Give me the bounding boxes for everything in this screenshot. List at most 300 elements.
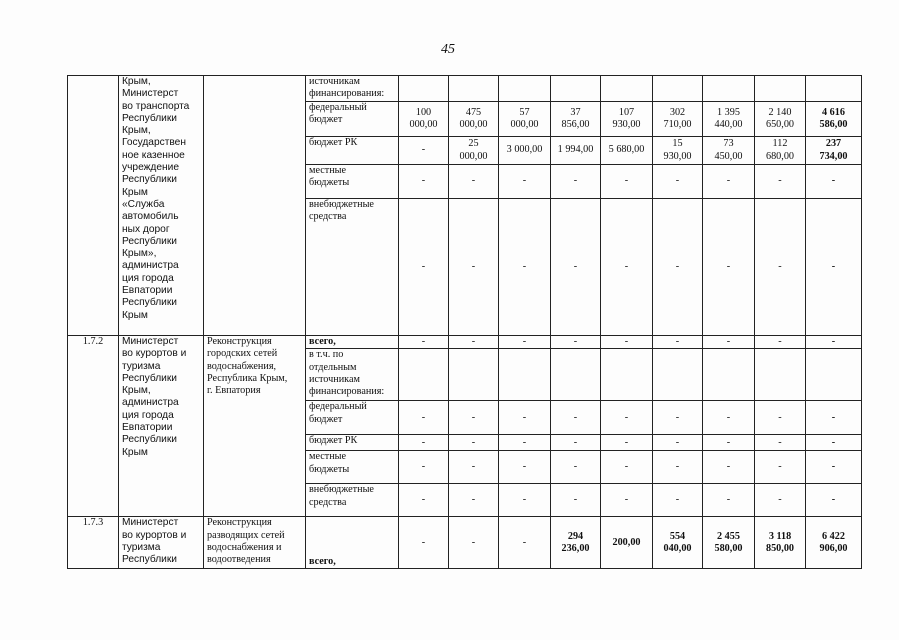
value-cell — [703, 517, 755, 569]
text-line: ция города — [122, 272, 174, 284]
value-cell — [449, 435, 499, 451]
value-cell — [399, 517, 449, 569]
value-cell — [399, 199, 449, 336]
value-cell — [755, 199, 806, 336]
text-line: федеральный — [309, 401, 367, 413]
value-text: 1 994,00 — [557, 144, 594, 156]
value-text: 930,00 — [663, 150, 692, 162]
text-line: источникам — [309, 373, 360, 385]
value-text: 450,00 — [714, 150, 743, 162]
value-text: - — [624, 336, 629, 347]
text-line: местные — [309, 451, 347, 463]
text-line: источникам — [309, 76, 360, 87]
value-cell — [449, 401, 499, 435]
value-text: - — [624, 461, 629, 473]
value-cell — [755, 137, 806, 165]
value-text: - — [624, 411, 629, 423]
value-cell — [399, 435, 449, 451]
value-cell — [806, 199, 862, 336]
value-text: - — [726, 260, 731, 272]
value-text: - — [624, 260, 629, 272]
funding-source-cell — [306, 435, 399, 451]
value-cell — [499, 349, 551, 401]
value-text: - — [831, 494, 836, 506]
text-line: бюджет РК — [309, 137, 358, 148]
value-cell — [806, 517, 862, 569]
value-text: - — [778, 411, 782, 423]
text-line: Крым, — [122, 76, 151, 87]
text-line: Республики — [122, 174, 177, 186]
text-line: Республики — [122, 297, 177, 309]
value-text: 15 — [672, 138, 683, 150]
value-text: - — [726, 436, 731, 448]
value-cell — [399, 137, 449, 165]
text-line: Реконструкция — [207, 517, 272, 529]
value-text: - — [675, 336, 680, 347]
value-text: 906,00 — [819, 542, 848, 554]
value-text: - — [778, 175, 782, 187]
text-line: Государствен — [122, 137, 186, 149]
value-text: - — [573, 461, 578, 473]
text-line: местные — [309, 165, 347, 176]
value-text: - — [778, 436, 782, 448]
table-row — [68, 76, 862, 102]
value-cell — [806, 484, 862, 517]
text-line: Евпатории — [122, 422, 173, 434]
funding-source-cell — [306, 349, 399, 401]
value-cell — [653, 199, 703, 336]
value-cell — [499, 199, 551, 336]
value-text: - — [522, 536, 527, 548]
value-cell — [755, 349, 806, 401]
value-cell — [399, 451, 449, 484]
value-cell — [499, 401, 551, 435]
table-row — [68, 517, 862, 569]
value-cell — [755, 484, 806, 517]
value-text: - — [726, 461, 731, 473]
text-line: внебюджетные — [309, 484, 374, 496]
value-cell — [653, 349, 703, 401]
text-line: ное казенное — [122, 149, 185, 161]
value-text: - — [573, 175, 578, 187]
value-text: - — [522, 260, 527, 272]
value-text: - — [573, 411, 578, 423]
text-line: отдельным — [309, 361, 357, 373]
funding-source-cell — [306, 451, 399, 484]
funding-source-cell — [306, 336, 399, 349]
value-cell — [703, 435, 755, 451]
value-text: 710,00 — [663, 119, 692, 130]
value-cell — [806, 451, 862, 484]
value-text: 554 — [669, 530, 686, 542]
value-cell — [806, 349, 862, 401]
value-cell — [755, 451, 806, 484]
value-cell — [601, 165, 653, 199]
value-text: - — [675, 260, 680, 272]
text-line: Республики — [122, 235, 177, 247]
value-cell — [601, 102, 653, 137]
value-text: - — [675, 175, 680, 187]
value-text: 680,00 — [765, 150, 794, 162]
text-line: внебюджетные — [309, 199, 374, 210]
value-text: 000,00 — [409, 119, 438, 130]
value-text: - — [471, 461, 476, 473]
value-text: - — [831, 461, 836, 473]
value-cell — [653, 401, 703, 435]
value-cell — [399, 401, 449, 435]
value-cell — [551, 137, 601, 165]
value-text: - — [831, 411, 836, 423]
value-cell — [499, 165, 551, 199]
executor-cell — [119, 336, 204, 517]
funding-source-cell — [306, 137, 399, 165]
text-line: Реконструкция — [207, 336, 272, 347]
text-line: Крым — [122, 186, 148, 198]
value-text: - — [778, 336, 782, 347]
value-cell — [755, 517, 806, 569]
text-line: учреждение — [122, 162, 180, 174]
item-number-cell: 1.7.3 — [68, 517, 119, 569]
value-text: - — [471, 411, 476, 423]
value-cell — [601, 76, 653, 102]
value-text: 236,00 — [561, 542, 590, 554]
value-cell — [703, 137, 755, 165]
value-text: 3 118 — [768, 530, 792, 542]
value-cell — [755, 336, 806, 349]
text-line: водоснабжения и — [207, 541, 282, 553]
value-cell — [806, 435, 862, 451]
funding-source-cell — [306, 102, 399, 137]
value-text: - — [522, 336, 527, 347]
value-text: - — [522, 436, 527, 448]
value-text: - — [831, 436, 836, 448]
value-text: - — [421, 494, 426, 506]
value-cell — [449, 451, 499, 484]
value-text: - — [624, 494, 629, 506]
value-cell — [703, 76, 755, 102]
value-text: 000,00 — [510, 119, 539, 130]
value-cell — [806, 165, 862, 199]
value-cell — [806, 336, 862, 349]
value-text: 4 616 — [822, 106, 845, 118]
value-cell — [755, 401, 806, 435]
value-text: 000,00 — [459, 119, 488, 130]
text-line: Республики — [122, 434, 177, 446]
value-cell — [499, 76, 551, 102]
value-text: 734,00 — [819, 150, 848, 162]
value-text: 650,00 — [765, 119, 794, 130]
value-cell — [806, 137, 862, 165]
text-line: Крым — [122, 309, 148, 321]
value-cell — [551, 102, 601, 137]
value-cell — [806, 401, 862, 435]
value-cell — [601, 517, 653, 569]
text-line: Крым — [122, 446, 148, 458]
value-text: - — [522, 461, 527, 473]
text-line: всего, — [309, 556, 336, 567]
value-cell — [449, 484, 499, 517]
value-cell — [551, 165, 601, 199]
value-cell — [449, 102, 499, 137]
project-cell — [204, 517, 306, 569]
value-text: - — [624, 436, 629, 448]
value-cell — [601, 484, 653, 517]
value-text: - — [726, 494, 731, 506]
value-text: - — [675, 494, 680, 506]
value-text: 3 000,00 — [506, 144, 543, 156]
text-line: финансирования: — [309, 88, 385, 100]
value-text: - — [831, 175, 836, 187]
text-line: Республики — [122, 554, 177, 566]
text-line: Министерст — [122, 88, 179, 100]
value-text: 000,00 — [459, 150, 488, 162]
text-line: Евпатории — [122, 285, 173, 297]
funding-source-cell — [306, 199, 399, 336]
value-cell — [551, 517, 601, 569]
value-cell — [499, 451, 551, 484]
project-cell — [204, 336, 306, 517]
value-cell — [449, 336, 499, 349]
value-cell — [551, 484, 601, 517]
value-cell — [703, 199, 755, 336]
value-text: - — [573, 494, 578, 506]
value-text: 294 — [567, 530, 584, 542]
value-text: - — [726, 175, 731, 187]
value-cell — [755, 435, 806, 451]
value-text: 73 — [723, 138, 734, 150]
value-cell — [653, 451, 703, 484]
value-cell — [703, 451, 755, 484]
value-text: - — [624, 175, 629, 187]
value-cell — [653, 336, 703, 349]
text-line: бюджеты — [309, 463, 350, 475]
value-cell — [653, 435, 703, 451]
value-text: - — [522, 411, 527, 423]
value-text: 112 — [772, 138, 788, 150]
value-cell — [499, 435, 551, 451]
value-cell — [703, 336, 755, 349]
value-cell — [399, 76, 449, 102]
text-line: Республика Крым, — [207, 372, 288, 384]
text-line: водоотведения — [207, 554, 271, 566]
text-line: Крым», — [122, 248, 157, 260]
text-line: Республики — [122, 372, 177, 384]
funding-source-cell — [306, 517, 399, 569]
value-text: - — [471, 336, 476, 347]
value-cell — [449, 165, 499, 199]
value-cell — [399, 165, 449, 199]
value-cell — [499, 102, 551, 137]
value-cell — [551, 451, 601, 484]
value-cell — [499, 517, 551, 569]
value-cell — [601, 451, 653, 484]
text-line: ных дорог — [122, 223, 170, 235]
value-cell — [449, 76, 499, 102]
text-line: бюджет РК — [309, 435, 358, 447]
text-line: администра — [122, 260, 179, 272]
value-cell — [601, 137, 653, 165]
value-cell — [806, 76, 862, 102]
value-cell — [449, 517, 499, 569]
table-row — [68, 336, 862, 349]
text-line: всего, — [309, 336, 336, 347]
value-text: 930,00 — [612, 119, 641, 130]
text-line: бюджет — [309, 413, 343, 425]
value-text: - — [421, 461, 426, 473]
value-text: 107 — [618, 106, 635, 118]
value-text: 6 422 — [822, 530, 845, 542]
text-line: бюджет — [309, 114, 343, 126]
value-cell — [601, 349, 653, 401]
funding-source-cell — [306, 165, 399, 199]
text-line: Крым, — [122, 125, 151, 137]
value-cell — [551, 199, 601, 336]
value-text: 2 455 — [717, 530, 740, 542]
value-text: - — [471, 494, 476, 506]
value-text: 302 — [669, 106, 686, 118]
value-cell — [551, 336, 601, 349]
text-line: разводящих сетей — [207, 529, 285, 541]
value-cell — [653, 484, 703, 517]
value-text: 856,00 — [561, 119, 590, 130]
text-line: средства — [309, 211, 347, 223]
text-line: Министерст — [122, 336, 179, 347]
value-cell — [653, 102, 703, 137]
value-cell — [551, 401, 601, 435]
value-cell — [653, 517, 703, 569]
value-text: - — [421, 536, 426, 548]
value-text: 200,00 — [612, 536, 641, 548]
value-cell — [399, 484, 449, 517]
text-line: во курортов и — [122, 529, 187, 541]
value-cell — [755, 76, 806, 102]
text-line: туризма — [122, 360, 161, 372]
value-text: 440,00 — [714, 119, 743, 130]
value-text: 2 140 — [768, 106, 792, 118]
value-cell — [399, 336, 449, 349]
value-text: - — [471, 536, 476, 548]
value-text: - — [675, 411, 680, 423]
value-cell — [703, 349, 755, 401]
value-cell — [449, 199, 499, 336]
project-cell — [204, 76, 306, 336]
executor-cell — [119, 76, 204, 336]
value-cell — [399, 102, 449, 137]
value-cell — [601, 401, 653, 435]
text-line: ция города — [122, 409, 174, 421]
item-number-cell: 1.7.2 — [68, 336, 119, 517]
value-text: - — [471, 175, 476, 187]
text-line: Республики — [122, 112, 177, 124]
text-line: в т.ч. по — [309, 349, 344, 361]
value-text: - — [778, 260, 782, 272]
value-cell — [601, 199, 653, 336]
text-line: водоснабжения, — [207, 360, 277, 372]
value-text: - — [573, 260, 578, 272]
text-line: Министерст — [122, 517, 179, 529]
value-text: 040,00 — [663, 542, 692, 554]
value-cell — [703, 102, 755, 137]
value-text: - — [471, 260, 476, 272]
executor-cell — [119, 517, 204, 569]
financing-table — [67, 75, 862, 569]
value-cell — [601, 435, 653, 451]
value-cell — [703, 484, 755, 517]
value-text: - — [726, 336, 731, 347]
text-line: Крым, — [122, 385, 151, 397]
text-line: во курортов и — [122, 348, 187, 360]
text-line: администра — [122, 397, 179, 409]
value-text: 25 — [468, 138, 479, 150]
text-line: средства — [309, 496, 347, 508]
value-cell — [551, 435, 601, 451]
value-text: - — [573, 436, 578, 448]
value-text: 475 — [465, 106, 482, 118]
value-text: - — [471, 436, 476, 448]
value-text: - — [675, 461, 680, 473]
value-text: 580,00 — [714, 542, 743, 554]
value-cell — [653, 137, 703, 165]
text-line: федеральный — [309, 102, 367, 113]
value-text: - — [522, 175, 527, 187]
value-text: - — [726, 411, 731, 423]
page-number: 45 — [441, 42, 455, 57]
value-text: - — [421, 411, 426, 423]
value-text: - — [778, 461, 782, 473]
funding-source-cell — [306, 401, 399, 435]
value-cell — [755, 165, 806, 199]
value-text: - — [831, 336, 836, 347]
value-cell — [499, 336, 551, 349]
value-cell — [449, 349, 499, 401]
value-cell — [499, 137, 551, 165]
text-line: городских сетей — [207, 348, 278, 360]
funding-source-cell — [306, 484, 399, 517]
text-line: автомобиль — [122, 211, 179, 223]
value-text: 237 — [825, 138, 842, 150]
value-text: - — [421, 436, 426, 448]
value-text: - — [421, 260, 426, 272]
text-line: г. Евпатория — [207, 385, 261, 397]
item-number-cell — [68, 76, 119, 336]
value-cell — [601, 336, 653, 349]
value-cell — [703, 401, 755, 435]
value-text: - — [675, 436, 680, 448]
value-text: - — [831, 260, 836, 272]
value-text: 1 395 — [717, 106, 740, 118]
text-line: во транспорта — [122, 100, 190, 112]
value-cell — [653, 76, 703, 102]
value-cell — [499, 484, 551, 517]
text-line: финансирования: — [309, 386, 385, 398]
text-line: туризма — [122, 541, 161, 553]
text-line: бюджеты — [309, 177, 350, 189]
value-text: - — [421, 144, 426, 156]
value-text: 37 — [570, 106, 581, 118]
funding-source-cell — [306, 76, 399, 102]
value-text: - — [573, 336, 578, 347]
text-line: «Служба — [122, 198, 165, 210]
value-cell — [755, 102, 806, 137]
value-text: - — [421, 175, 426, 187]
value-cell — [399, 349, 449, 401]
value-text: - — [778, 494, 782, 506]
value-text: - — [421, 336, 426, 347]
value-text: 586,00 — [819, 119, 848, 130]
value-text: 100 — [415, 106, 432, 118]
value-cell — [653, 165, 703, 199]
value-cell — [449, 137, 499, 165]
